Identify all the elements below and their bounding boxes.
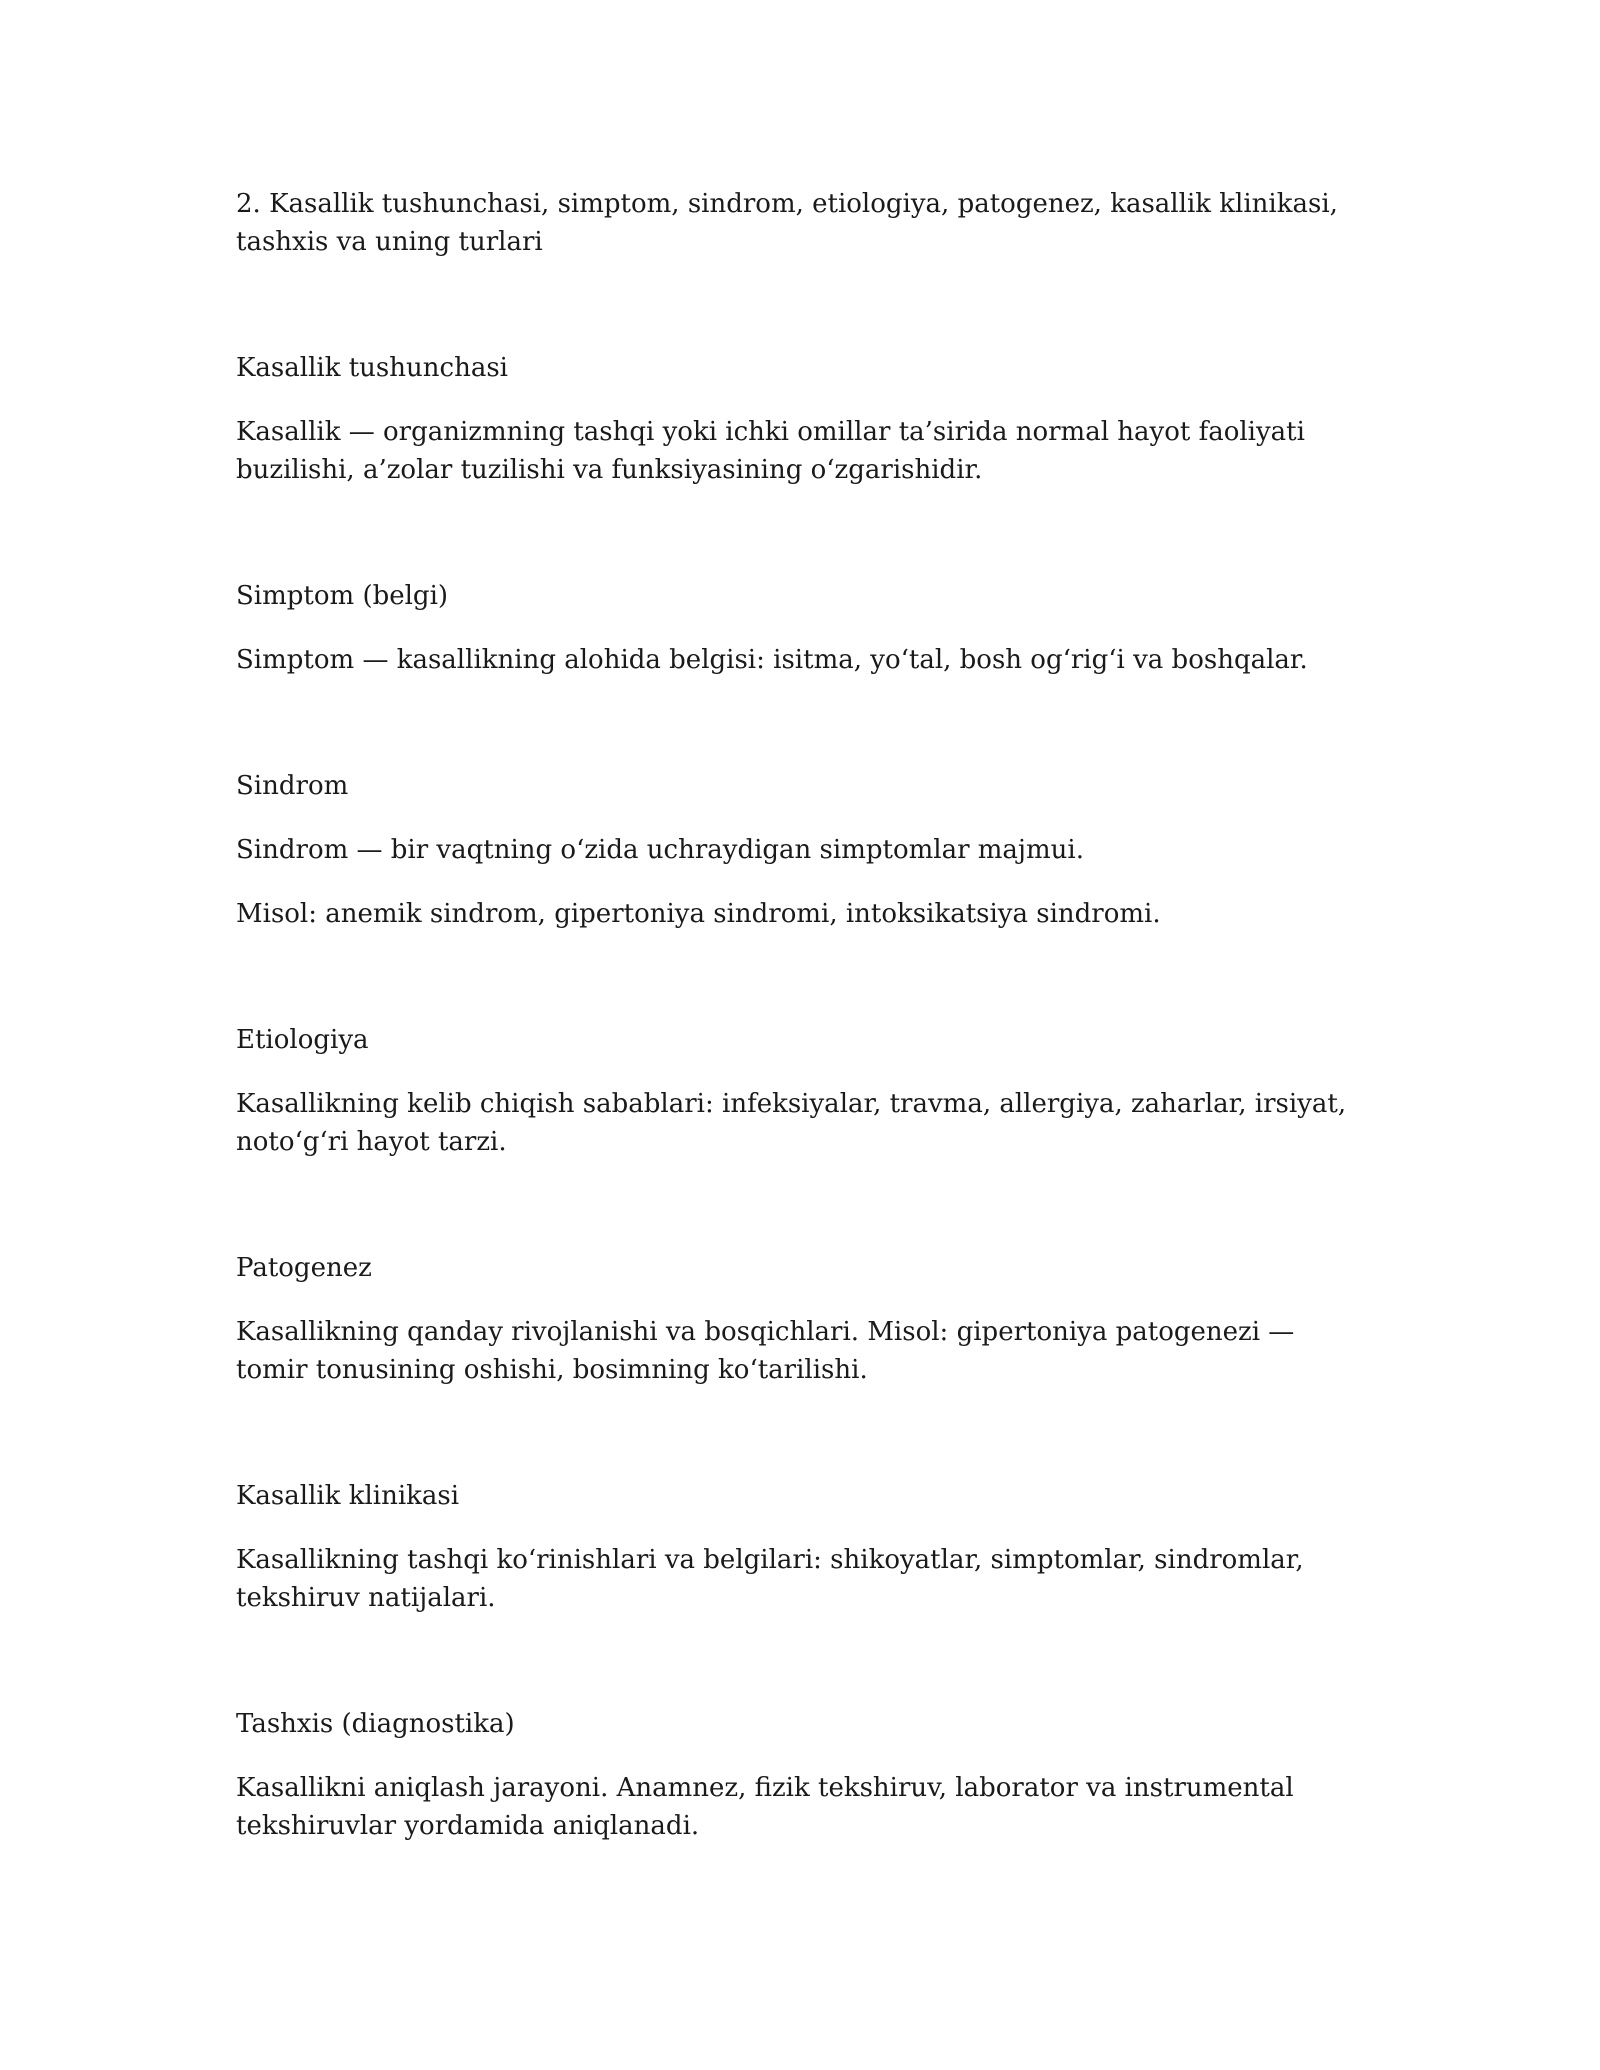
document-page (236, 185, 1356, 1845)
section-heading: Kasallik tushunchasi (236, 353, 508, 383)
section-paragraph: Kasallikning kelib chiqish sabablari: infeksiyalar, travma, allergiya, zaharlar, irsiyat, noto‘g‘ri hayot tarzi. (236, 1089, 1347, 1157)
section-heading: Etiologiya (236, 1025, 369, 1055)
section-heading: Simptom (belgi) (236, 581, 449, 611)
section-heading: Patogenez (236, 1253, 372, 1283)
section-patogenez (236, 1249, 1356, 1389)
section-paragraph: Kasallikni aniqlash jarayoni. Anamnez, fizik tekshiruv, laborator va instrumental tekshiruvlar yordamida aniqlanadi. (236, 1773, 1294, 1841)
section-paragraph: Kasallik — organizmning tashqi yoki ichki omillar ta’sirida normal hayot faoliyati buzilishi, a’zolar tuzilishi va funksiyasining o‘zgarishidir. (236, 417, 1305, 485)
section-kasallik-tushunchasi (236, 349, 1356, 489)
section-sindrom (236, 767, 1356, 933)
section-paragraph: Misol: anemik sindrom, gipertoniya sindromi, intoksikatsiya sindromi. (236, 899, 1161, 929)
section-heading: Sindrom (236, 771, 349, 801)
section-etiologiya (236, 1021, 1356, 1161)
section-paragraph: Simptom — kasallikning alohida belgisi: isitma, yo‘tal, bosh og‘rig‘i va boshqalar. (236, 645, 1308, 675)
section-paragraph: Kasallikning qanday rivojlanishi va bosqichlari. Misol: gipertoniya patogenezi — tomir tonusining oshishi, bosimning ko‘tarilishi. (236, 1317, 1295, 1385)
section-heading: Kasallik klinikasi (236, 1481, 460, 1511)
section-tashxis (236, 1705, 1356, 1845)
section-heading: Tashxis (diagnostika) (236, 1709, 515, 1739)
section-simptom (236, 577, 1356, 679)
section-paragraph: Kasallikning tashqi ko‘rinishlari va belgilari: shikoyatlar, simptomlar, sindromlar, tekshiruv natijalari. (236, 1545, 1304, 1613)
section-paragraph: Sindrom — bir vaqtning o‘zida uchraydigan simptomlar majmui. (236, 835, 1084, 865)
section-kasallik-klinikasi (236, 1477, 1356, 1617)
document-title: 2. Kasallik tushunchasi, simptom, sindrom, etiologiya, patogenez, kasallik klinikasi, tashxis va uning turlari (236, 189, 1338, 257)
